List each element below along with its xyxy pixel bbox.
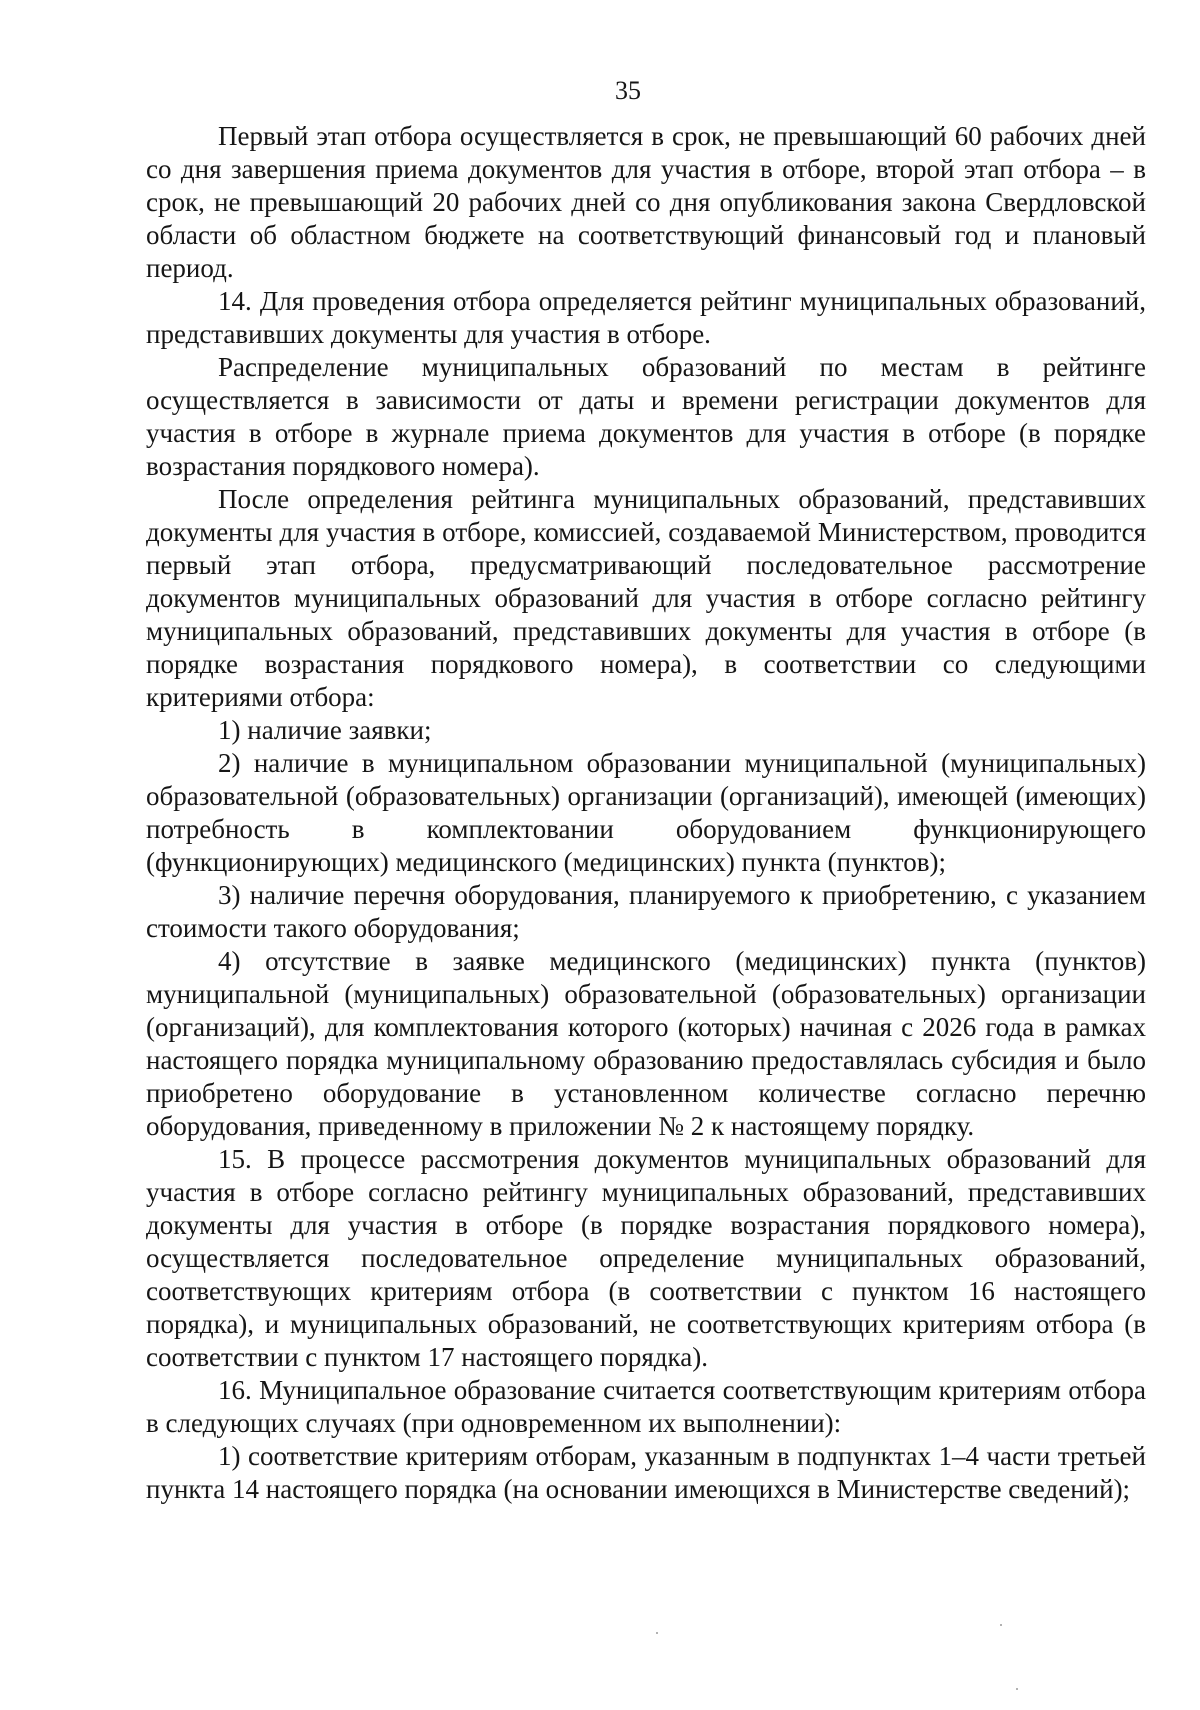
scan-speck bbox=[1016, 1688, 1018, 1690]
document-body bbox=[146, 120, 1146, 1506]
scan-speck bbox=[1000, 1624, 1002, 1626]
page-number: 35 bbox=[615, 76, 641, 105]
paragraph-15-review: 15. В процессе рассмотрения документов муниципальных образований для участия в отборе согласно рейтингу муниципальных образований, представивших документы для участия в отборе (в порядке возрастания порядкового номера), осуществляется последовательное определение муниципальных образований, соответствующих критериям отбора (в соответствии с пунктом 16 настоящего порядка), и муниципальных образований, не соответствующих критериям отбора (в соответствии с пунктом 17 настоящего порядка). bbox=[146, 1144, 1146, 1372]
compliance-item-1: 1) соответствие критериям отборам, указанным в подпунктах 1–4 части третьей пункта 14 настоящего порядка (на основании имеющихся в Министерстве сведений); bbox=[146, 1441, 1146, 1504]
criterion-item-1: 1) наличие заявки; bbox=[218, 715, 432, 745]
scan-speck bbox=[656, 1632, 658, 1634]
paragraph-rating-distribution: Распределение муниципальных образований по местам в рейтинге осуществляется в зависимости от даты и времени регистрации документов для участия в отборе в журнале приема документов для участия в отборе (в порядке возрастания порядкового номера). bbox=[146, 352, 1146, 481]
criterion-item-3: 3) наличие перечня оборудования, планируемого к приобретению, с указанием стоимости такого оборудования; bbox=[146, 880, 1146, 943]
paragraph-first-stage: После определения рейтинга муниципальных образований, представивших документы для участия в отборе, комиссией, создаваемой Министерством, проводится первый этап отбора, предусматривающий последовательное рассмотрение документов муниципальных образований для участия в отборе согласно рейтингу муниципальных образований, представивших документы для участия в отборе (в порядке возрастания порядкового номера), в соответствии со следующими критериями отбора: bbox=[146, 484, 1146, 712]
criterion-item-2: 2) наличие в муниципальном образовании муниципальной (муниципальных) образовательной (образовательных) организации (организаций), имеющей (имеющих) потребность в комплектовании оборудованием функционирующего (функционирующих) медицинского (медицинских) пункта (пунктов); bbox=[146, 748, 1146, 877]
paragraph-14-rating: 14. Для проведения отбора определяется рейтинг муниципальных образований, представивших документы для участия в отборе. bbox=[146, 286, 1146, 349]
paragraph-16-compliance: 16. Муниципальное образование считается соответствующим критериям отбора в следующих случаях (при одновременном их выполнении): bbox=[146, 1375, 1146, 1438]
paragraph-selection-timing: Первый этап отбора осуществляется в срок, не превышающий 60 рабочих дней со дня завершения приема документов для участия в отборе, второй этап отбора – в срок, не превышающий 20 рабочих дней со дня опубликования закона Свердловской области об областном бюджете на соответствующий финансовый год и плановый период. bbox=[146, 121, 1146, 283]
criterion-item-4: 4) отсутствие в заявке медицинского (медицинских) пункта (пунктов) муниципальной (муниципальных) образовательной (образовательных) организации (организаций), для комплектования которого (которых) начиная с 2026 года в рамках настоящего порядка муниципальному образованию предоставлялась субсидия и было приобретено оборудование в установленном количестве согласно перечню оборудования, приведенному в приложении № 2 к настоящему порядку. bbox=[146, 946, 1146, 1141]
